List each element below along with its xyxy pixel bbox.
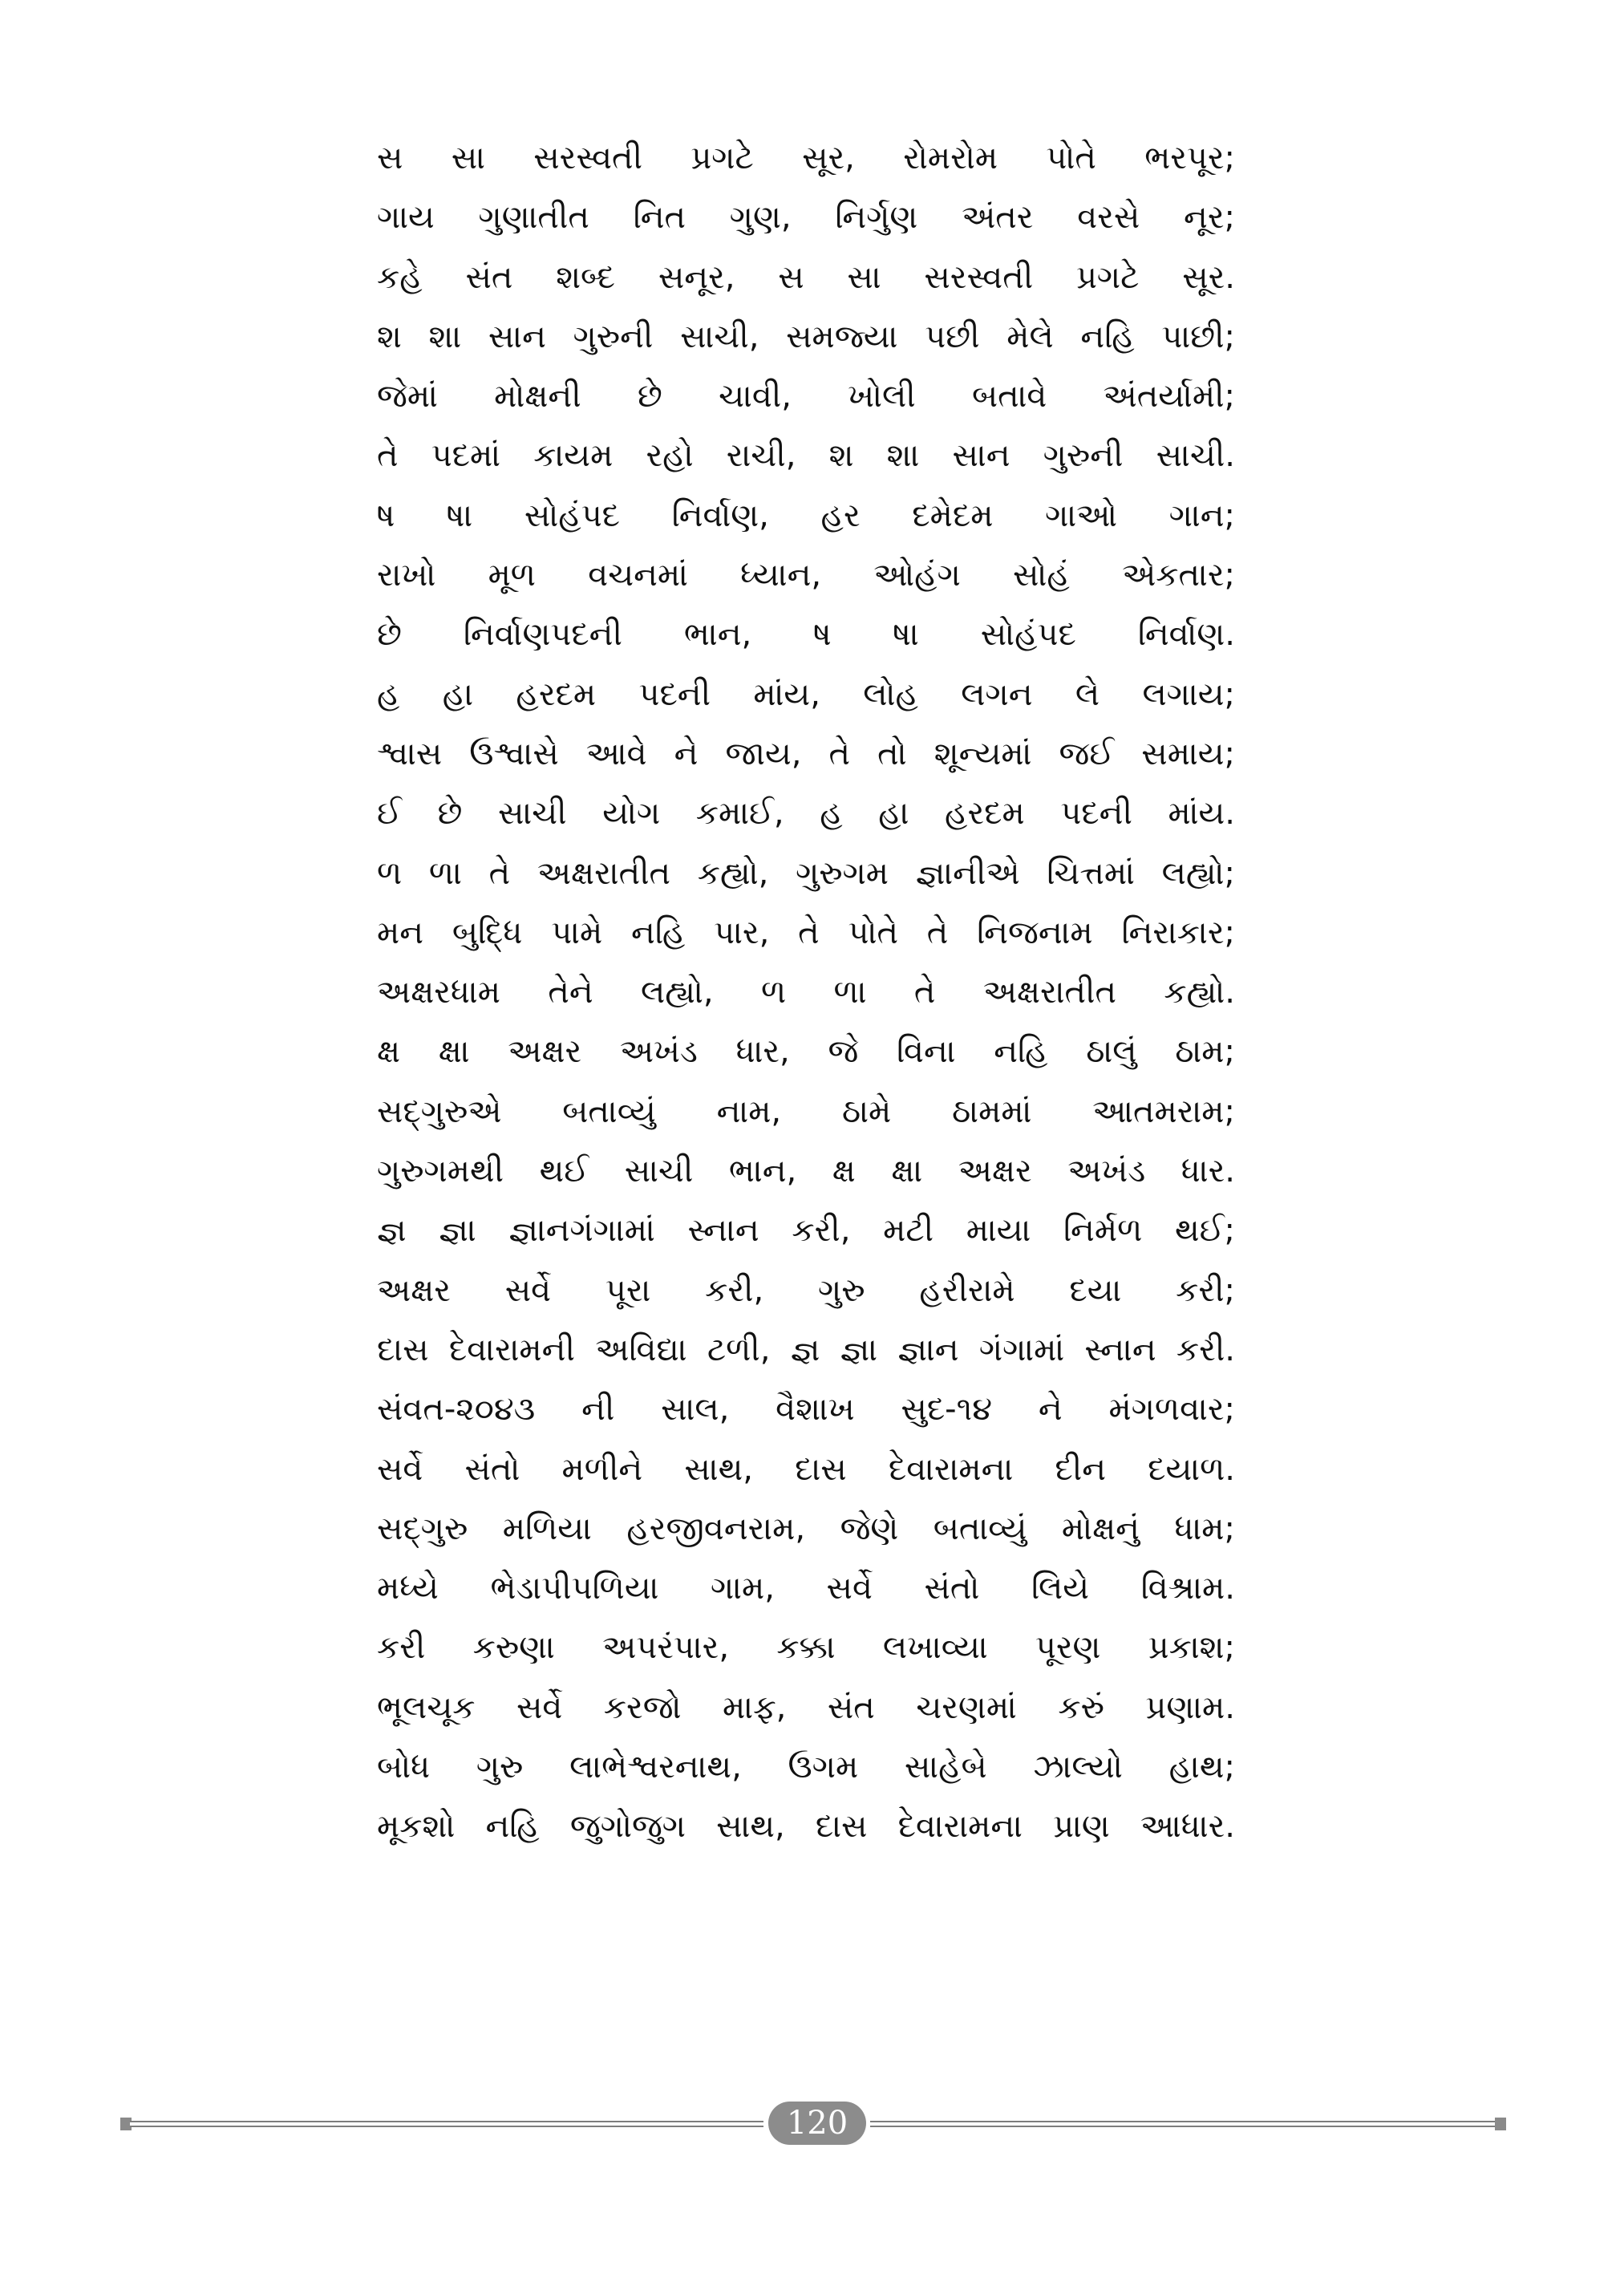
poem-line: ઈ છે સાચી યોગ કમાઈ, હ હા હરદમ પદની માંય. (377, 795, 1235, 833)
poem-line: અક્ષર સર્વે પૂરા કરી, ગુરુ હરીરામે દયા કરી; (377, 1271, 1235, 1309)
poem-line: ક્ષ ક્ષા અક્ષર અખંડ ધાર, જે વિના નહિ ઠાલું ઠામ; (377, 1033, 1235, 1071)
poem-line: બોધ ગુરુ લાભેશ્વરનાથ, ઉગમ સાહેબે ઝાલ્યો હાથ; (377, 1749, 1235, 1786)
poem-line: શ્વાસ ઉશ્વાસે આવે ને જાય, તે તો શૂન્યમાં જઈ સમાય; (377, 735, 1235, 772)
poem-line: સંવત-૨૦૪૩ ની સાલ, વૈશાખ સુદ-૧૪ ને મંગળવાર; (377, 1391, 1235, 1429)
poem-text (377, 128, 1235, 1857)
poem-line: મૂકશો નહિ જુગોજુગ સાથ, દાસ દેવારામના પ્રાણ આધાર. (377, 1808, 1235, 1846)
poem-line: મધ્યે ભેડાપીપળિયા ગામ, સર્વે સંતો લિયે વિશ્રામ. (377, 1570, 1235, 1607)
poem-line: ગાય ગુણાતીત નિત ગુણ, નિર્ગુણ અંતર વરસે નૂર; (377, 199, 1235, 237)
footer-rule-right (870, 2121, 1496, 2127)
page-footer (120, 2100, 1506, 2148)
poem-line: હ હા હરદમ પદની માંય, લોહ લગન લે લગાય; (377, 675, 1235, 713)
poem-line: સ સા સરસ્વતી પ્રગટે સૂર, રોમરોમ પોતે ભરપૂર; (377, 140, 1235, 176)
poem-line: અક્ષરધામ તેને લહ્યો, ળ ળા તે અક્ષરાતીત કહ્યો. (377, 974, 1235, 1011)
poem-line: સદ્ગુરુ મળિયા હરજીવનરામ, જેણે બતાવ્યું મોક્ષનું ધામ; (377, 1510, 1235, 1547)
poem-line: સર્વે સંતો મળીને સાથ, દાસ દેવારામના દીન દયાળ. (377, 1450, 1235, 1488)
poem-line: ળ ળા તે અક્ષરાતીત કહ્યો, ગુરુગમ જ્ઞાનીએ ચિત્તમાં લહ્યો; (377, 854, 1235, 892)
poem-line: કરી કરુણા અપરંપાર, કક્કા લખાવ્યા પૂરણ પ્રકાશ; (377, 1629, 1235, 1667)
poem-line: રાખો મૂળ વચનમાં ધ્યાન, ઓહંગ સોહં એકતાર; (377, 557, 1235, 594)
poem-line: શ શા સાન ગુરુની સાચી, સમજ્યા પછી મેલે નહિ પાછી; (377, 318, 1235, 355)
poem-line: ષ ષા સોહંપદ નિર્વાણ, હર દમેદમ ગાઓ ગાન; (377, 497, 1235, 534)
poem-line: છે નિર્વાણપદની ભાન, ષ ષા સોહંપદ નિર્વાણ. (377, 616, 1235, 654)
poem-line: ગુરુગમથી થઈ સાચી ભાન, ક્ષ ક્ષા અક્ષર અખંડ ધાર. (377, 1153, 1235, 1190)
page-number: 120 (768, 2102, 866, 2145)
footer-rule-right-cap (1495, 2118, 1506, 2130)
poem-line: તે પદમાં કાયમ રહો રાચી, શ શા સાન ગુરુની સાચી. (377, 437, 1235, 475)
poem-line: જેમાં મોક્ષની છે ચાવી, ખોલી બતાવે અંતર્યામી; (377, 378, 1235, 415)
poem-line: સદ્ગુરુએ બતાવ્યું નામ, ઠામે ઠામમાં આતમરામ; (377, 1092, 1235, 1130)
poem-line: જ્ઞ જ્ઞા જ્ઞાનગંગામાં સ્નાન કરી, મટી માયા નિર્મળ થઈ; (377, 1212, 1235, 1250)
poem-line: મન બુદ્ધિ પામે નહિ પાર, તે પોતે તે નિજનામ નિરાકાર; (377, 914, 1235, 951)
footer-rule-left (130, 2121, 763, 2127)
poem-line: દાસ દેવારામની અવિદ્યા ટળી, જ્ઞ જ્ઞા જ્ઞાન ગંગામાં સ્નાન કરી. (377, 1331, 1235, 1368)
poem-line: ભૂલચૂક સર્વે કરજો માફ, સંત ચરણમાં કરું પ્રણામ. (377, 1688, 1235, 1726)
poem-line: કહે સંત શબ્દ સનૂર, સ સા સરસ્વતી પ્રગટે સૂર. (377, 258, 1235, 296)
